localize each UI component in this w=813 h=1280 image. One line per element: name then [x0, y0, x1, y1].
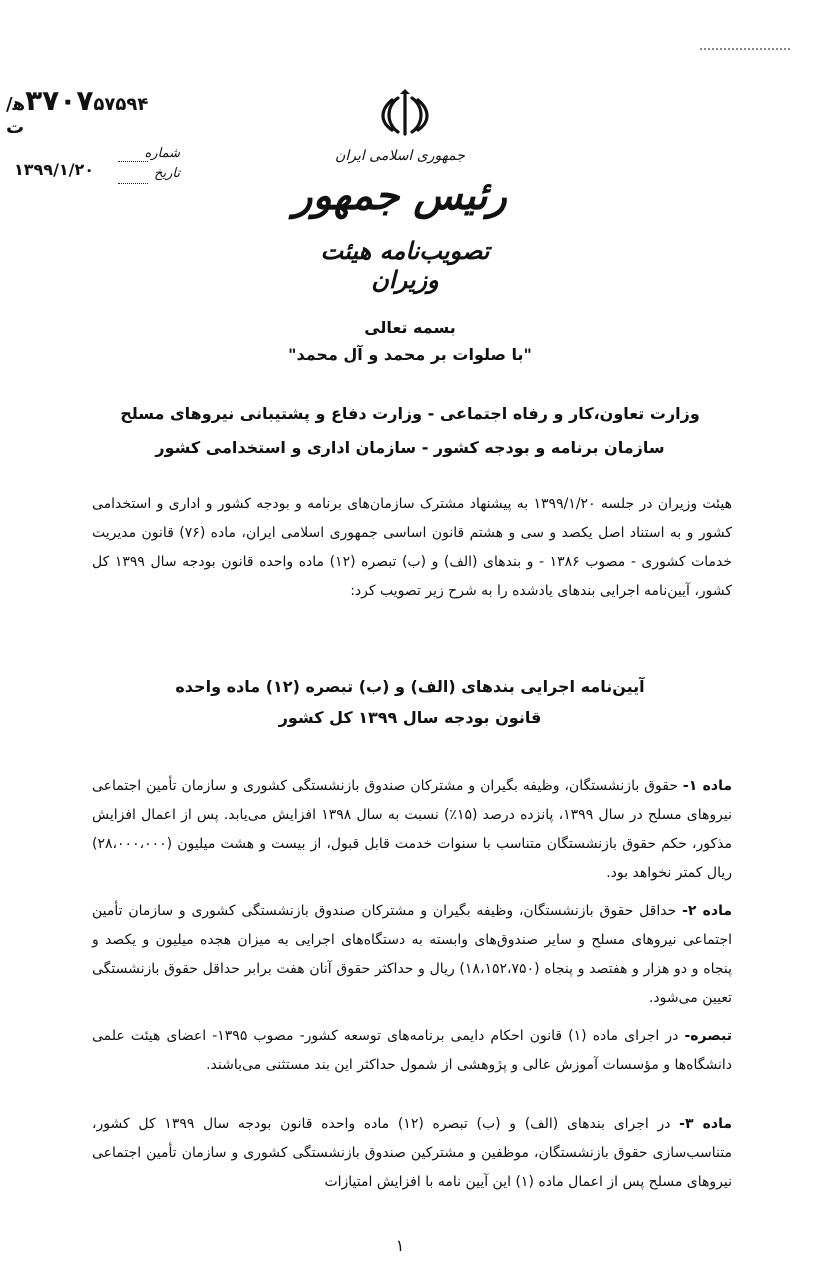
ordinance-title-line-2: قانون بودجه سال ۱۳۹۹ کل کشور: [278, 708, 542, 727]
page-number: ۱: [395, 1236, 405, 1255]
recipients-line-1: وزارت تعاون،کار و رفاه اجتماعی - وزارت دفاع و پشتیبانی نیروهای مسلح: [120, 404, 700, 423]
article-1-text: حقوق بازنشستگان، وظیفه بگیران و مشترکان صندوق بازنشستگی کشوری و سازمان تأمین اجتماعی نیروهای مسلح در سال ۱۳۹۹، پانزده درصد (۱۵٪) نسبت به سال ۱۳۹۸ افزایش می‌یابد. پس از اعمال افزایش مذکور، حکم حقوق بازنشستگان متناسب با سنوات خدمت قابل قبول، از بیست و هشت میلیون (۲۸،۰۰۰،۰۰۰) ریال کمتر نخواهد بود.: [92, 778, 733, 881]
note-label: تبصره-: [684, 1028, 732, 1044]
number-label: شماره: [144, 146, 180, 161]
top-dotted-mark: [700, 48, 790, 50]
note-text: در اجرای ماده (۱) قانون احکام دایمی برنامه‌های توسعه کشور- مصوب ۱۳۹۵- اعضای هیئت علمی دانشگاه‌ها و مؤسسات آموزش عالی و پژوهشی از شمول حداکثر این بند مستثنی می‌باشند.: [92, 1028, 732, 1073]
recipients-line-2: سازمان برنامه و بودجه کشور - سازمان اداری و استخدامی کشور: [155, 438, 665, 457]
republic-title: جمهوری اسلامی ایران: [335, 148, 465, 164]
intro-paragraph: هیئت وزیران در جلسه ۱۳۹۹/۱/۲۰ به پیشنهاد مشترک سازمان‌های برنامه و بودجه کشور و اداری و استخدامی کشور و به استناد اصل یکصد و سی و هشتم قانون اساسی جمهوری اسلامی ایران، ماده (۷۶) قانون مدیریت خدمات کشوری - مصوب ۱۳۸۶ - و بندهای (الف) و (ب) تبصره (۱۲) ماده واحده قانون بودجه سال ۱۳۹۹ کل کشور، آیین‌نامه اجرایی بندهای یادشده را به شرح زیر تصویب کرد:: [92, 496, 733, 599]
bismillah: بسمه تعالی: [364, 318, 456, 337]
reference-number-prefix: ۵۷۵۹۴ه‍/ت: [6, 94, 149, 138]
note: [92, 1022, 732, 1080]
article-2-label: ماده ۲-: [682, 903, 732, 919]
article-3-text: در اجرای بندهای (الف) و (ب) تبصره (۱۲) ماده واحده قانون بودجه سال ۱۳۹۹ کل کشور، متناسب‌سازی حقوق بازنشستگان، موظفین و مشترکین صندوق بازنشستگی کشوری و سازمان تأمین اجتماعی نیروهای مسلح پس از اعمال ماده (۱) این آیین نامه با افزایش امتیازات: [92, 1116, 732, 1190]
iran-emblem-icon: [378, 88, 432, 142]
reference-number-main: ۳۷۰۷: [25, 84, 94, 117]
reference-number: [6, 84, 166, 138]
president-title: رئیس جمهور: [293, 172, 507, 219]
article-3: [92, 1110, 732, 1197]
date-dots: [118, 182, 148, 184]
article-1: [92, 772, 732, 888]
article-3-label: ماده ۳-: [679, 1116, 733, 1132]
salavat: "با صلوات بر محمد و آل محمد": [288, 345, 532, 364]
document-date: ۱۳۹۹/۱/۲۰: [14, 160, 95, 179]
article-2-text: حداقل حقوق بازنشستگان، وظیفه بگیران و مشترکان صندوق بازنشستگی کشوری و سازمان تأمین اجتماعی نیروهای مسلح و سایر صندوق‌های وابسته به دستگاه‌های اجرایی به میزان هجده میلیون و یکصد و پنجاه و دو هزار و هفتصد و پنجاه (۱۸،۱۵۲،۷۵۰) ریال و حداکثر حقوق آنان هفت برابر حداقل حقوق بازنشستگی تعیین می‌شود.: [92, 903, 733, 1006]
ordinance-title-line-1: آیین‌نامه اجرایی بندهای (الف) و (ب) تبصره (۱۲) ماده واحده: [175, 677, 645, 696]
article-1-label: ماده ۱-: [682, 778, 733, 794]
cabinet-title: تصویب‌نامه هیئت وزیران: [320, 236, 490, 294]
article-2: [92, 897, 732, 1013]
date-label: تاریخ: [154, 166, 180, 181]
